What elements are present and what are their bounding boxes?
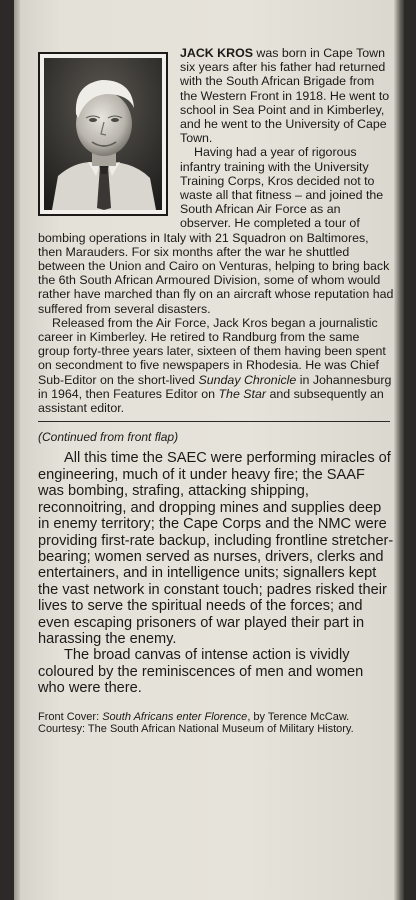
author-portrait-image — [44, 58, 162, 210]
author-photo — [44, 58, 162, 210]
cover-artwork-title: South Africans enter Florence — [102, 710, 248, 723]
courtesy-credit: Courtesy: The South African National Museum of Military History. — [38, 723, 354, 736]
bio-paragraph-2: Having had a year of rigorous infantry training with the University Training Corps, Kros decided not to waste all that fitness – and joined the South African Air Force as an observer. He completed a tour of bombing operations in Italy with 21 Squadron on Baltimores, then Marauders. For six months after the war he shuttled between the Union and Cairo on Venturas, helping to bring back the 6th South African Armoured Division, some of whom would rather have marched than fly on an aircraft whose reputation had suffered from several disasters. — [38, 145, 394, 316]
newspaper-title-sunday-chronicle: Sunday Chronicle — [198, 372, 297, 387]
author-name: JACK KROS — [180, 46, 253, 60]
front-cover-credit — [38, 711, 394, 724]
flap-content — [38, 46, 394, 736]
page-fold-shadow — [14, 0, 20, 900]
newspaper-title-the-star: The Star — [218, 386, 267, 401]
page-edge-shadow — [394, 0, 404, 900]
cover-credit-label: Front Cover: — [38, 710, 103, 723]
bio-paragraph-3 — [38, 316, 394, 415]
book-flap-page — [14, 0, 404, 900]
flap-heading: (Continued from front flap) — [38, 430, 179, 445]
author-photo-frame — [38, 52, 168, 216]
flap-paragraph-1: All this time the SAEC were performing miracles of engineering, much of it under heavy fire; the SAAF was bombing, strafing, attacking shipping, reconnoitring, and dropping mines and supplies deep in enemy territory; the Cape Corps and the NMC were providing first-rate backup, including frontline stretcher-bearing; women served as nurses, drivers, clerks and entertainers, and in intelligence units; signallers kept the vast network in constant touch; padres risked their lives to serve the spiritual needs of the forces; and even escaping prisoners of war played their part in harassing the enemy. — [38, 450, 394, 647]
bio-text-3b: in Johannesburg in 1964, then Features Editor on — [38, 372, 392, 401]
bio-text-1: was born in Cape Town six years after his father had returned with the South African Brigade from the Western Front in 1918. He went to school in Sea Point and in Kimberley, and he went to the University of Cape Town. — [180, 46, 390, 146]
cover-artist: , by Terence McCaw. — [247, 710, 350, 723]
section-divider — [38, 421, 390, 422]
cover-credits — [38, 711, 394, 736]
flap-paragraph-2: The broad canvas of intense action is vividly coloured by the reminiscences of men and women who were there. — [38, 647, 364, 697]
bio-text-3c: and subsequently an assistant editor. — [38, 386, 384, 416]
bio-text-3a: Released from the Air Force, Jack Kros began a journalistic career in Kimberley. He retired to Randburg from the same group forty-three years later, sixteen of them having been spent on secondment to five newspapers in Rhodesia. He was Chief Sub-Editor on the short-lived — [38, 315, 386, 387]
continued-flap-text — [38, 430, 394, 696]
